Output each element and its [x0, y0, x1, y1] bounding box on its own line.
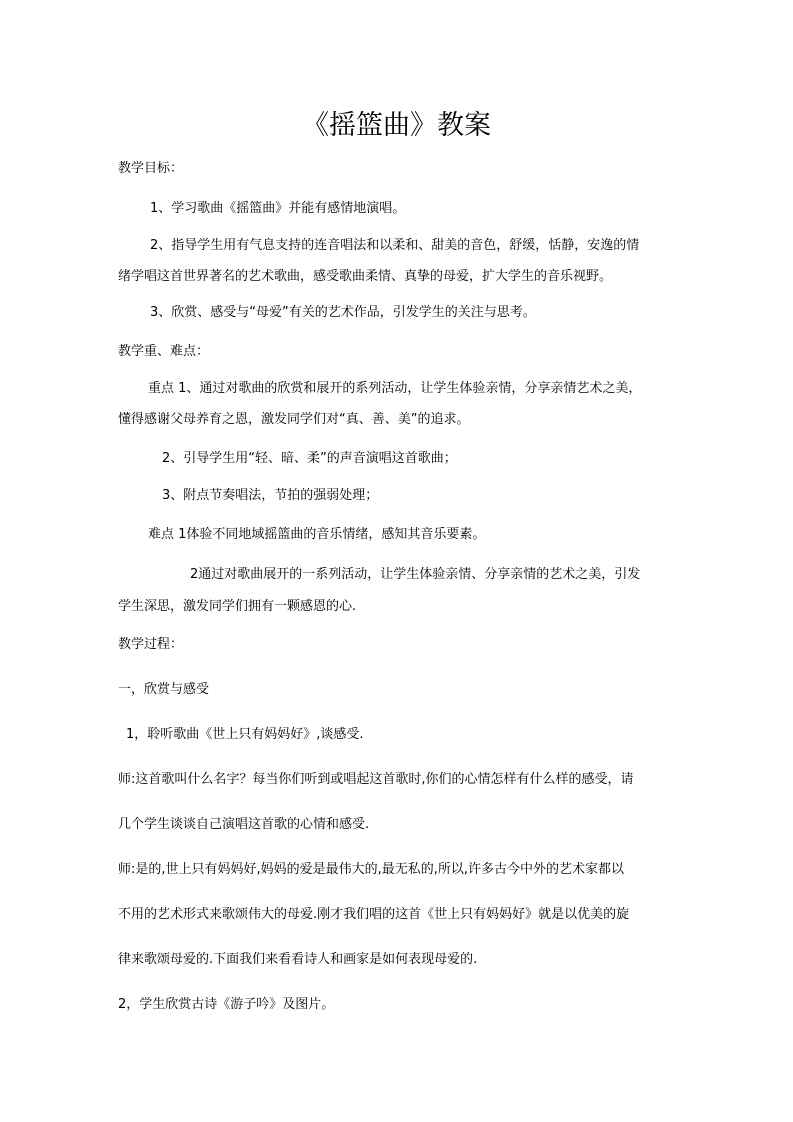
process-heading: 教学过程：	[118, 637, 184, 652]
objectives-heading: 教学目标：	[118, 161, 184, 176]
teacher-1-line-1: 师:这首歌叫什么名字？每当你们听到或唱起这首歌时,你们的心情怎样有什么样的感受，请	[118, 772, 634, 787]
focus-1-line-1: 重点 1、通过对歌曲的欣赏和展开的系列活动，让学生体验亲情，分享亲情艺术之美，	[148, 381, 642, 396]
focus-3: 3、附点节奏唱法，节拍的强弱处理；	[162, 488, 379, 503]
key-points-heading: 教学重、难点：	[118, 344, 210, 359]
difficulty-1: 难点 1体验不同地域摇篮曲的音乐情绪，感知其音乐要素。	[148, 527, 486, 542]
difficulty-2-line-2: 学生深思，激发同学们拥有一颗感恩的心.	[118, 599, 357, 614]
difficulty-2-line-1: 2通过对歌曲展开的一系列活动，让学生体验亲情、分享亲情的艺术之美，引发	[190, 567, 641, 582]
step-2: 2，学生欣赏古诗《游子吟》及图片。	[118, 997, 335, 1012]
document-title: 《摇篮曲》教案	[302, 110, 491, 141]
objective-item-2-line-2: 绪学唱这首世界著名的艺术歌曲，感受歌曲柔情、真挚的母爱，扩大学生的音乐视野。	[118, 269, 613, 284]
objective-item-1: 1、学习歌曲《摇篮曲》并能有感情地演唱。	[150, 201, 406, 216]
teacher-2-line-2: 不用的艺术形式来歌颂伟大的母爱.刚才我们唱的这首《世上只有妈妈好》就是以优美的旋	[118, 907, 630, 922]
focus-1-line-2: 懂得感谢父母养育之恩，激发同学们对“真、善、美”的追求。	[118, 412, 470, 427]
step-1: 1，聆听歌曲《世上只有妈妈好》,谈感受.	[126, 727, 364, 742]
teacher-1-line-2: 几个学生谈谈自己演唱这首歌的心情和感受.	[118, 817, 370, 832]
focus-2: 2、引导学生用“轻、暗、柔”的声音演唱这首歌曲；	[162, 451, 457, 466]
objective-item-2-line-1: 2、指导学生用有气息支持的连音唱法和以柔和、甜美的音色，舒缓，恬静，安逸的情	[150, 238, 640, 253]
objective-item-3: 3、欣赏、感受与“母爱”有关的艺术作品，引发学生的关注与思考。	[150, 305, 536, 320]
teacher-2-line-1: 师:是的,世上只有妈妈好,妈妈的爱是最伟大的,最无私的,所以,许多古今中外的艺术家都以	[118, 862, 625, 877]
section-1-heading: 一，欣赏与感受	[118, 682, 210, 697]
teacher-2-line-3: 律来歌颂母爱的.下面我们来看看诗人和画家是如何表现母爱的.	[118, 952, 478, 967]
